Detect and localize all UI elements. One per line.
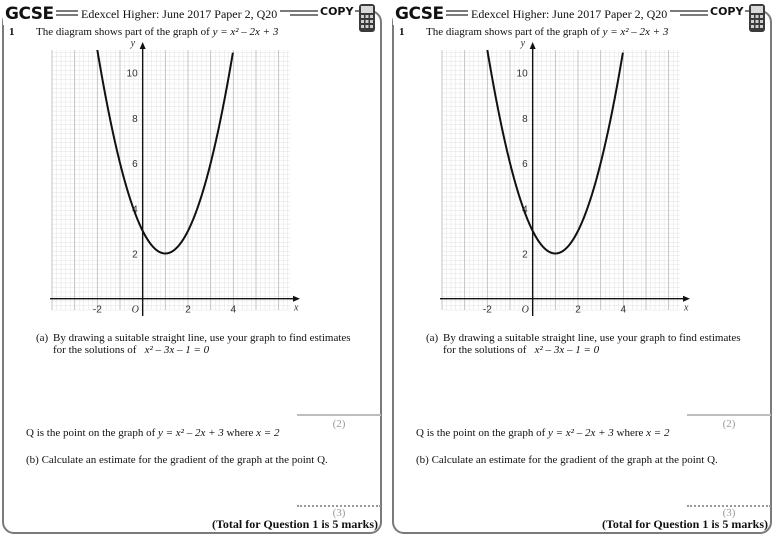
- header-rule: [290, 14, 320, 16]
- x-axis-label: x: [294, 302, 299, 314]
- part-a-text: [443, 332, 763, 356]
- part-a-equation: x² – 3x – 1 = 0: [534, 344, 600, 356]
- answer-line-a: [297, 414, 381, 416]
- calculator-icon: [358, 3, 376, 33]
- grid-minor: [442, 50, 680, 310]
- point-q-condition: x = 2: [646, 427, 670, 439]
- point-q-text2: where: [226, 427, 254, 439]
- x-tick-label: -2: [482, 304, 492, 316]
- part-a-line2: [53, 344, 373, 356]
- grid-major: [442, 50, 669, 310]
- total-marks: (Total for Question 1 is 5 marks): [602, 517, 769, 531]
- paper-title: Edexcel Higher: June 2017 Paper 2, Q20: [78, 7, 280, 22]
- part-a-label: (a): [426, 332, 439, 344]
- gcse-badge: GCSE: [5, 4, 54, 24]
- y-tick-label: 4: [132, 204, 138, 216]
- marks-b: (3): [332, 507, 346, 519]
- question-stem: [36, 26, 278, 38]
- part-a-line2: [443, 344, 763, 356]
- x-tick-label: 2: [575, 304, 581, 316]
- question-stem: [426, 26, 668, 38]
- y-axis-arrow: [530, 42, 536, 49]
- x-tick-label: -2: [92, 304, 102, 316]
- y-tick-label: 6: [522, 159, 528, 171]
- answer-line-a: [687, 414, 771, 416]
- point-q-text1: Q is the point on the graph of: [416, 427, 546, 439]
- point-q-equation: y = x² – 2x + 3: [547, 427, 614, 439]
- point-q-text2: where: [616, 427, 644, 439]
- part-a-line2-text: for the solutions of: [443, 344, 527, 356]
- total-marks: (Total for Question 1 is 5 marks): [212, 517, 379, 531]
- x-axis-arrow: [683, 296, 690, 302]
- y-tick-label: 2: [522, 249, 528, 261]
- x-tick-label: 2: [185, 304, 191, 316]
- part-b-text: (b) Calculate an estimate for the gradient of the graph at the point Q.: [416, 454, 718, 466]
- part-a-text: [53, 332, 373, 356]
- y-axis-label: y: [520, 40, 526, 49]
- copy-label: COPY: [320, 5, 354, 18]
- x-axis-arrow: [293, 296, 300, 302]
- worksheet-panel-right: [390, 0, 776, 538]
- y-tick-label: 8: [132, 113, 138, 125]
- y-axis-label: y: [130, 40, 136, 49]
- part-a-line1: By drawing a suitable straight line, use your graph to find estimates: [443, 332, 741, 344]
- stem-text: The diagram shows part of the graph of: [36, 26, 210, 38]
- gcse-badge: GCSE: [395, 4, 444, 24]
- header-rule: [680, 14, 710, 16]
- y-tick-label: 10: [126, 68, 138, 80]
- quadratic-graph: [430, 40, 690, 330]
- y-tick-label: 10: [516, 68, 528, 80]
- point-q-text1: Q is the point on the graph of: [26, 427, 156, 439]
- x-tick-label: 4: [620, 304, 627, 316]
- y-tick-label: 6: [132, 159, 138, 171]
- point-q-statement: [416, 427, 669, 439]
- marks-b: (3): [722, 507, 736, 519]
- question-number: 1: [399, 26, 405, 38]
- grid-minor: [52, 50, 290, 310]
- stem-text: The diagram shows part of the graph of: [426, 26, 600, 38]
- y-tick-label: 2: [132, 249, 138, 261]
- x-axis-label: x: [684, 302, 689, 314]
- question-number: 1: [9, 26, 15, 38]
- y-tick-label: 8: [522, 113, 528, 125]
- part-a-line2-text: for the solutions of: [53, 344, 137, 356]
- worksheet-panel-left: [0, 0, 386, 538]
- origin-label: O: [521, 304, 529, 316]
- part-a-label: (a): [36, 332, 49, 344]
- marks-a: (2): [722, 418, 736, 430]
- point-q-statement: [26, 427, 279, 439]
- part-b-text: (b) Calculate an estimate for the gradient of the graph at the point Q.: [26, 454, 328, 466]
- point-q-condition: x = 2: [256, 427, 280, 439]
- part-a-line1: By drawing a suitable straight line, use your graph to find estimates: [53, 332, 351, 344]
- calculator-icon: [748, 3, 766, 33]
- grid-major: [52, 50, 279, 310]
- marks-a: (2): [332, 418, 346, 430]
- quadratic-graph: [40, 40, 300, 330]
- y-axis-arrow: [140, 42, 146, 49]
- point-q-equation: y = x² – 2x + 3: [157, 427, 224, 439]
- stem-equation: y = x² – 2x + 3: [212, 26, 279, 38]
- origin-label: O: [131, 304, 139, 316]
- part-a-equation: x² – 3x – 1 = 0: [144, 344, 210, 356]
- x-tick-label: 4: [230, 304, 237, 316]
- paper-title: Edexcel Higher: June 2017 Paper 2, Q20: [468, 7, 670, 22]
- copy-label: COPY: [710, 5, 744, 18]
- stem-equation: y = x² – 2x + 3: [602, 26, 669, 38]
- y-tick-label: 4: [522, 204, 528, 216]
